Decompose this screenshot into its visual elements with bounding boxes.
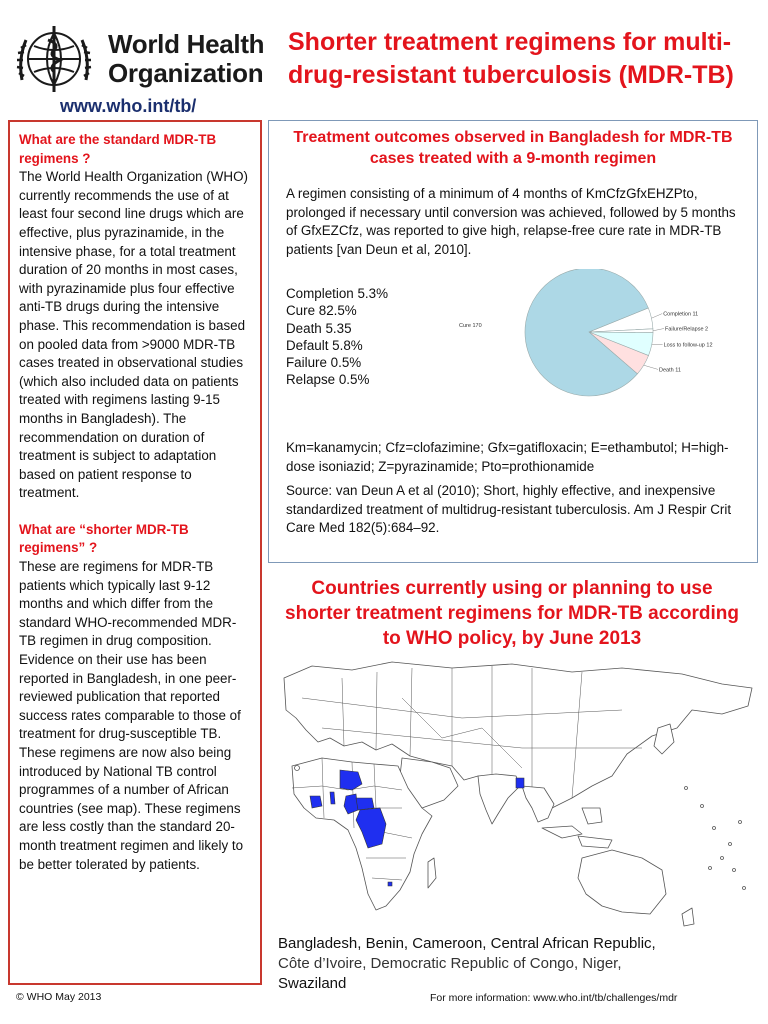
map-car	[356, 798, 374, 810]
drug-abbreviations: Km=kanamycin; Cfz=clofazimine; Gfx=gatifloxacin; E=ethambutol; H=high-dose isoniazid; Z=pyrazinamide; Pto=prothionamide	[286, 440, 729, 474]
pie-leader-line	[644, 365, 658, 369]
outcomes-title: Treatment outcomes observed in Bangladesh for MDR-TB cases treated with a 9-month regimen	[293, 129, 733, 167]
legend-item: Cure 82.5%	[286, 303, 357, 319]
copyright-notice: © WHO May 2013	[16, 991, 102, 1003]
country-list	[278, 934, 758, 994]
faq-question-1: What are the standard MDR-TB regimens ?	[19, 132, 217, 166]
outcome-pie-chart	[449, 269, 749, 399]
legend-item: Death 5.35	[286, 320, 352, 336]
faq-question-2: What are “shorter MDR-TB regimens” ?	[19, 521, 189, 556]
org-name-line2: Organization	[108, 58, 264, 88]
map-benin	[330, 792, 335, 804]
pie-label: Loss to follow-up 12	[663, 342, 713, 349]
who-emblem-icon	[14, 20, 106, 98]
pie-label: Failure/Relapse 2	[665, 326, 709, 333]
outcomes-panel	[268, 120, 758, 563]
map-swaziland	[388, 882, 392, 886]
country-list-line: Bangladesh, Benin, Cameroon, Central African Republic,	[278, 935, 656, 952]
org-name	[108, 30, 278, 88]
page-title: Shorter treatment regimens for multi-drug-resistant tuberculosis (MDR-TB)	[288, 28, 734, 89]
pie-leader-line	[653, 329, 664, 331]
map-bangladesh	[516, 778, 524, 788]
regimen-description: A regimen consisting of a minimum of 4 months of KmCfzGfxEHZPto, prolonged if necessary until conversion was achieved, followed by 5 months of GfxEZCfz, was reported to give high, relapse-free cure rate in MDR-TB patients [van Deun et al, 2010].	[286, 186, 736, 257]
pie-label: Completion 11	[663, 311, 699, 318]
map-landmass-india	[478, 774, 520, 824]
outcome-legend	[286, 285, 388, 389]
org-name-line1: World Health	[108, 29, 265, 59]
pie-leader-line	[652, 314, 663, 319]
source-citation: Source: van Deun A et al (2010); Short, highly effective, and inexpensive standardized treatment of multidrug-resistant tuberculosis. Am J Respir Crit Care Med 182(5):684–92.	[286, 483, 732, 536]
legend-item: Default 5.8%	[286, 337, 363, 353]
pie-label: Cure 170	[459, 323, 482, 329]
faq-sidebar	[8, 120, 262, 985]
more-info-link[interactable]: For more information: www.who.int/tb/challenges/mdr	[430, 992, 678, 1004]
legend-item: Relapse 0.5%	[286, 372, 370, 388]
legend-item: Failure 0.5%	[286, 355, 362, 371]
country-list-line: Swaziland	[278, 975, 347, 992]
faq-answer-2: These are regimens for MDR-TB patients which typically last 9-12 months and which differ from the standard WHO-recommended MDR-TB regimen in drug composition. Evidence on their use has been reported in Bangladesh, in one peer-reviewed publication that reported success rates comparable to those of treatment for drug-susceptible TB. These regimens are now also being introduced by National TB control programmes of a number of African countries (see map). These regimens are less costly than the standard 20-month treatment regimen and likely to be better tolerated by patients.	[19, 559, 244, 872]
country-list-line: Côte d’Ivoire, Democratic Republic of Congo, Niger,	[278, 955, 622, 972]
map-cote-divoire	[310, 796, 322, 808]
org-url-link[interactable]: www.who.int/tb/	[60, 96, 197, 116]
map-landmass-australia	[578, 850, 666, 914]
pie-label: Death 11	[659, 367, 681, 374]
map-title: Countries currently using or planning to use shorter treatment regimens for MDR-TB according to WHO policy, by June 2013	[285, 578, 739, 649]
legend-item: Completion 5.3%	[286, 286, 388, 301]
who-logo-block	[14, 20, 264, 118]
faq-answer-1: The World Health Organization (WHO) currently recommends the use of at least four second line drugs which are effective, plus pyrazinamide, in the intensive phase, for a total treatment duration of 20 months in most cases, with pyrazinamide plus four effective anti-TB drugs during the intensive phase. This recommendation is based on pooled data from >9000 MDR-TB cases treated in observational studies (which also included data on patients treated with regimens lasting 9-15 months in Bangladesh). The recommendation on duration of treatment is subject to adaptation based on patient response to treatment.	[19, 169, 248, 501]
countries-map	[282, 658, 758, 928]
